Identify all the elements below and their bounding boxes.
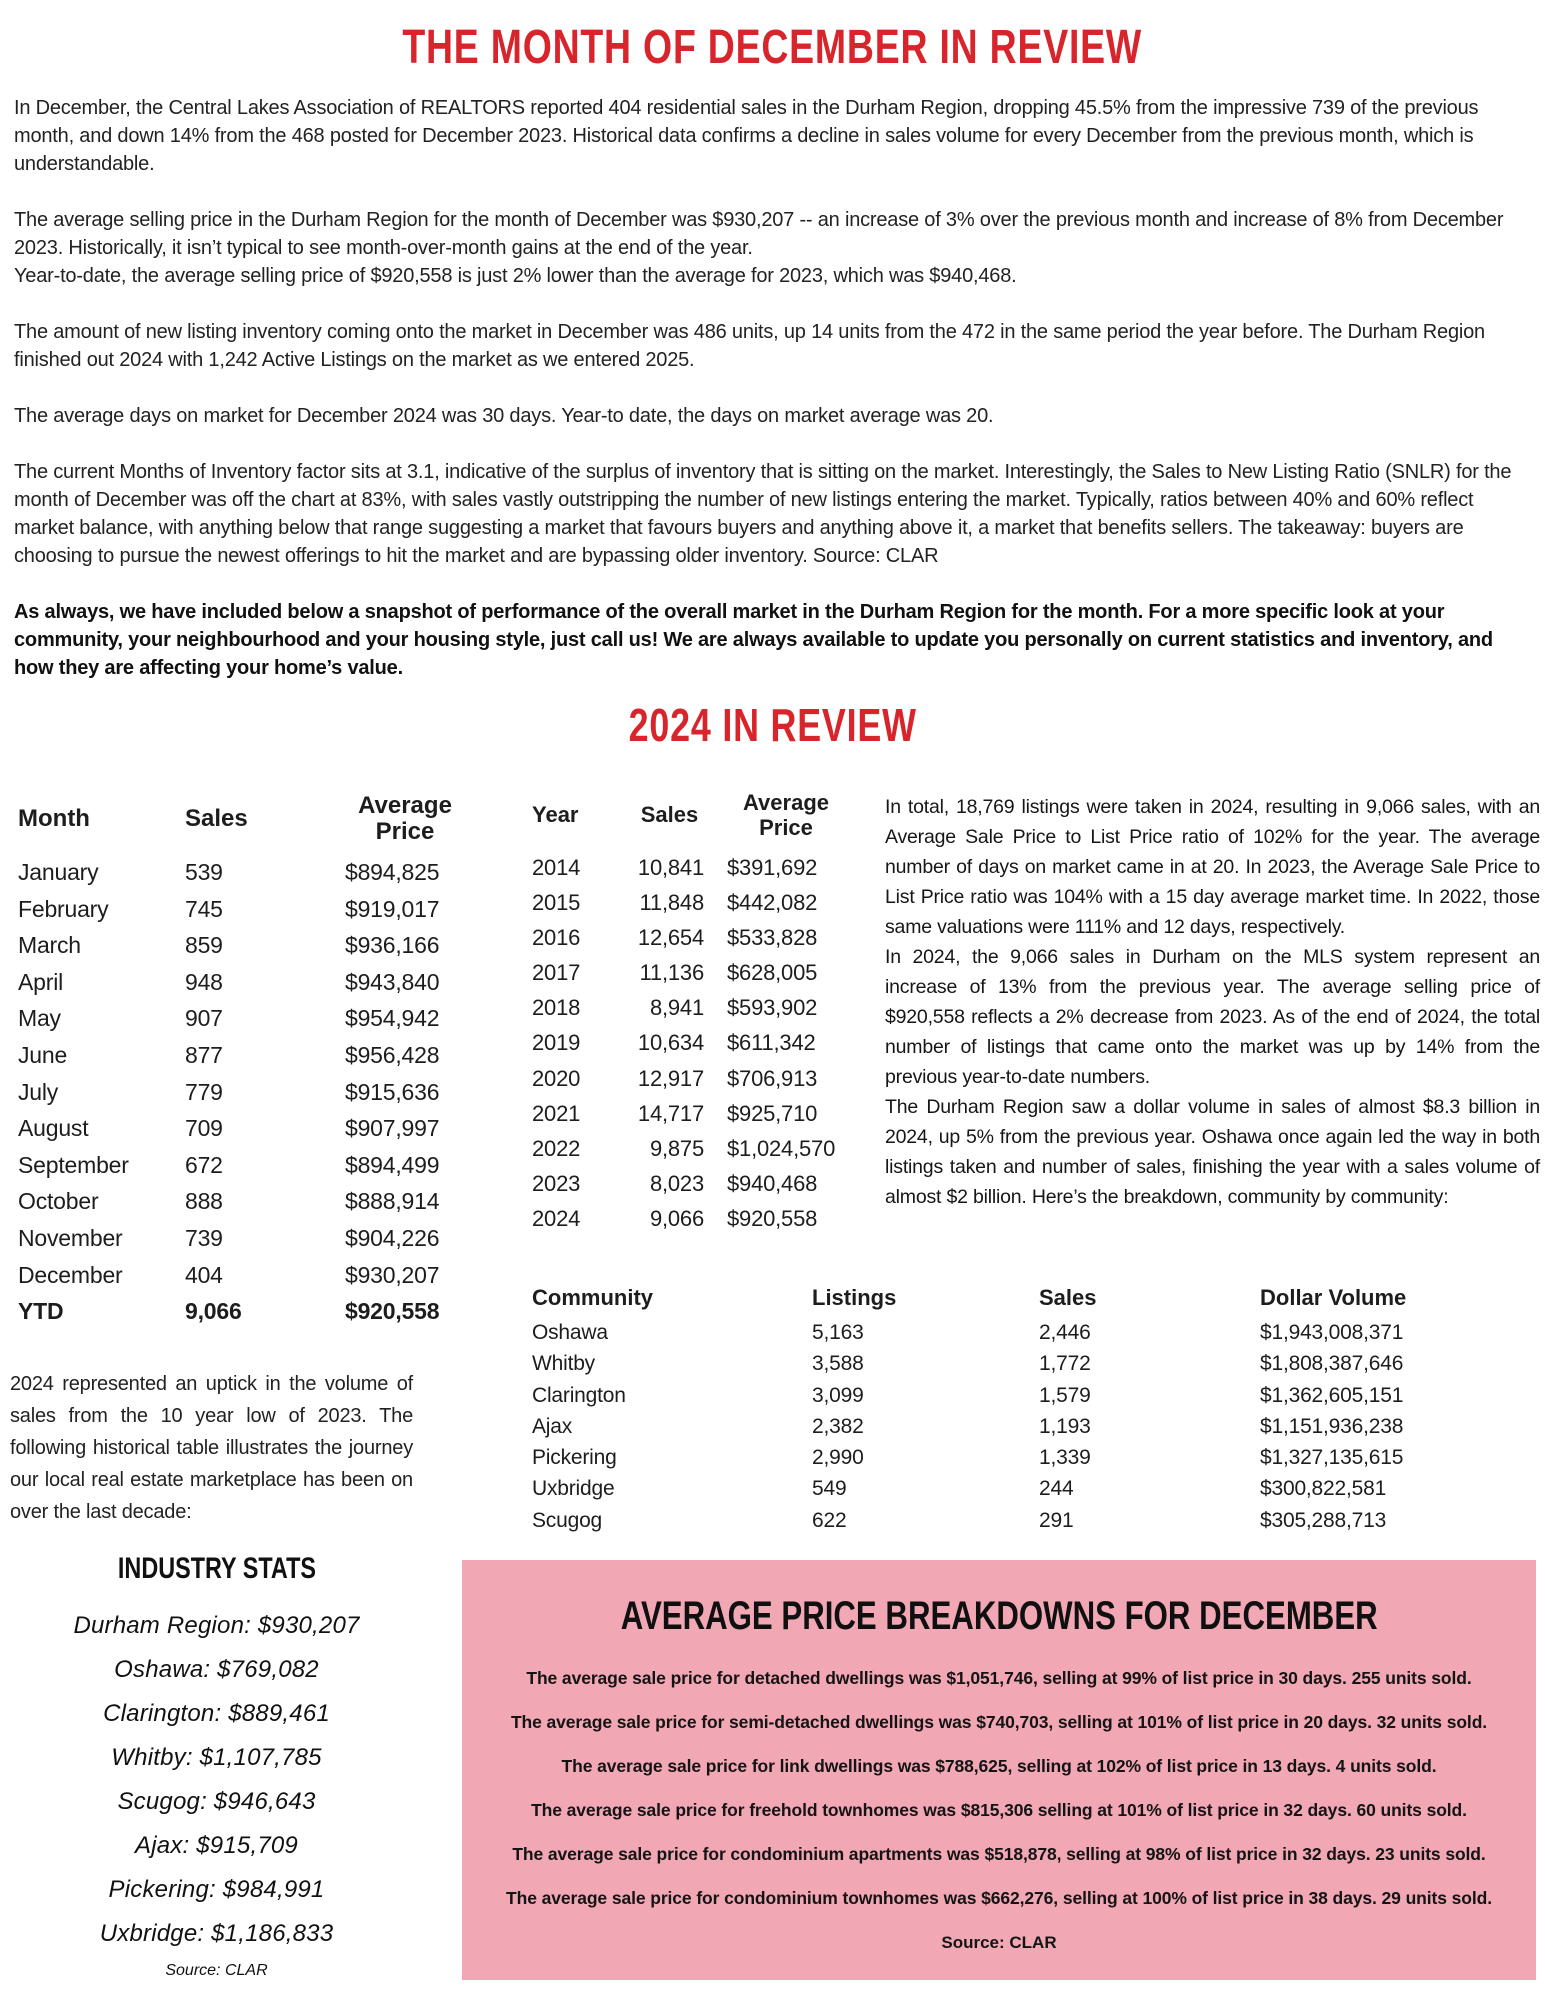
table-row [18,1220,465,1257]
sales-cell: 1,579 [1039,1383,1091,1407]
listings-cell: 5,163 [812,1321,864,1344]
year-cell: 2024 [532,1205,581,1231]
review-title [0,698,1545,752]
table-row [18,1257,465,1294]
table-row [532,1473,1445,1504]
header-cell-price: Average Price [742,790,829,840]
price-breakdown-source: Source: CLAR [941,1933,1057,1952]
price-cell: $919,017 [345,895,440,922]
ytd-sales: 9,066 [185,1298,242,1325]
intro-section [14,94,1532,710]
volume-cell: $1,362,605,151 [1260,1383,1404,1407]
price-cell: $925,710 [727,1100,818,1126]
table-row [532,885,860,920]
listings-cell: 622 [812,1508,847,1532]
monthly-sales-table [18,790,465,1330]
price-cell: $907,997 [345,1115,440,1142]
intro-paragraph: In December, the Central Lakes Association of REALTORS reported 404 residential sales in the Durham Region, dropping 45.5% from the impressive 739 of the previous month, and down 14% from the 468 posted for December 2023. Historical data confirms a decline in sales volume for every December from the previous month, which is understandable. [14,97,1479,175]
volume-cell: $1,808,387,646 [1260,1352,1404,1376]
table-row [18,1074,465,1111]
listings-cell: 3,099 [812,1383,864,1407]
listings-cell: 2,382 [812,1414,864,1438]
price-cell: $1,024,570 [727,1135,836,1161]
table-row [532,1025,860,1060]
industry-stat-item: Ajax: $915,709 [135,1832,298,1859]
month-cell: April [18,968,64,995]
table-row [18,927,465,964]
price-cell: $533,828 [727,925,818,951]
industry-stat-item: Uxbridge: $1,186,833 [99,1920,334,1947]
header-cell-price: Average Price [358,792,452,845]
price-breakdown-line: The average sale price for detached dwellings was $1,051,746, selling at 99% of list price in 30 days. 255 units sold. [526,1668,1472,1688]
sales-cell: 745 [185,895,223,922]
header-cell-listings: Listings [812,1285,897,1310]
community-cell: Clarington [532,1383,626,1407]
ytd-row [18,1293,465,1330]
sales-cell: 779 [185,1078,223,1105]
monthly-table-header [18,790,465,848]
table-row [532,1442,1445,1473]
sales-cell: 404 [185,1261,223,1288]
sales-cell: 12,654 [637,925,704,951]
industry-stats-source: Source: CLAR [165,1962,268,1979]
year-cell: 2021 [532,1100,581,1126]
month-cell: June [18,1041,68,1068]
sales-cell: 1,339 [1039,1446,1091,1470]
sales-cell: 888 [185,1188,223,1215]
sales-cell: 8,023 [649,1170,704,1196]
listings-cell: 2,990 [812,1446,864,1470]
intro-paragraph: The average selling price in the Durham Region for the month of December was $930,207 -- an increase of 3% over the previous month and increase of 8% from December 2023. Historically, it isn’t typical to see month-over-month gains at the end of the year. Year-to-date, the average selling price of $920,558 is just 2% lower than the average for 2023, which was $940,468. [14,209,1504,287]
price-breakdown-title: AVERAGE PRICE BREAKDOWNS FOR DECEMBER [620,1594,1378,1638]
industry-stat-item: Scugog: $946,643 [117,1788,316,1815]
price-cell: $936,166 [345,932,440,959]
community-table [532,1283,1445,1536]
sales-cell: 1,193 [1039,1414,1091,1438]
sales-cell: 672 [185,1151,223,1178]
sales-cell: 9,066 [649,1205,704,1231]
year-cell: 2023 [532,1170,581,1196]
table-row [532,1317,1445,1348]
price-cell: $943,840 [345,968,440,995]
industry-stats-list [14,1604,419,1956]
volume-cell: $1,327,135,615 [1260,1446,1404,1470]
industry-stats [14,1552,419,1986]
sales-cell: 539 [185,859,223,885]
sales-cell: 11,136 [639,960,704,986]
yearly-sales-table [532,786,860,1236]
price-cell: $628,005 [727,960,818,986]
table-row [532,1411,1445,1442]
price-cell: $904,226 [345,1224,440,1251]
year-cell: 2016 [532,925,581,951]
month-cell: December [18,1261,123,1288]
sales-cell: 10,634 [637,1030,704,1056]
price-cell: $888,914 [345,1188,440,1215]
table-row [532,1061,860,1096]
intro-paragraph: The average days on market for December 2024 was 30 days. Year-to date, the days on market average was 20. [14,405,994,427]
yearly-table-rows [532,850,860,1236]
table-row [18,1000,465,1037]
month-cell: October [18,1188,99,1215]
annual-summary [885,792,1540,1212]
header-cell-community: Community [532,1285,653,1310]
month-cell: July [18,1078,59,1105]
summary-paragraph: The Durham Region saw a dollar volume in sales of almost $8.3 billion in 2024, up 5% from the previous year. Oshawa once again led the way in both listings taken and number of sales, finishing the year with a sales volume of almost $2 billion. Here’s the breakdown, community by community: [885,1096,1540,1208]
intro-paragraph: The current Months of Inventory factor sits at 3.1, indicative of the surplus of inventory that is sitting on the market. Interestingly, the Sales to New Listing Ratio (SNLR) for the month of December was off the chart at 83%, with sales vastly outstripping the number of new listings entering the market. Typically, ratios between 40% and 60% reflect market balance, with anything below that range suggesting a market that favours buyers and anything above it, a market that benefits sellers. The takeaway: buyers are choosing to pursue the newest offerings to hit the market and are bypassing older inventory. Source: CLAR [14,461,1512,567]
industry-stat-item: Whitby: $1,107,785 [111,1744,322,1771]
price-cell: $915,636 [345,1078,440,1105]
community-table-header [532,1283,1445,1313]
month-cell: May [18,1005,61,1032]
page-title-text: THE MONTH OF DECEMBER IN REVIEW [402,21,1143,74]
highlight-paragraph: As always, we have included below a snapshot of performance of the overall market in the Durham Region for the month. For a more specific look at your community, your neighbourhood and your housing style, just call us! We are always available to update you personally on current statistics and inventory, and how they are affecting your home’s value. [14,601,1493,679]
sales-cell: 12,917 [637,1065,704,1091]
price-breakdown-line: The average sale price for link dwellings was $788,625, selling at 102% of list price in 13 days. 4 units sold. [561,1756,1437,1776]
table-row [18,891,465,928]
table-row [532,1505,1445,1536]
year-cell: 2018 [532,995,581,1021]
price-breakdown-line: The average sale price for semi-detached dwellings was $740,703, selling at 101% of list price in 20 days. 32 units sold. [510,1712,1488,1732]
sales-cell: 11,848 [639,890,704,916]
table-row [18,1110,465,1147]
price-breakdown-line: The average sale price for condominium townhomes was $662,276, selling at 100% of list price in 38 days. 29 units sold. [506,1888,1492,1908]
listings-cell: 549 [812,1477,847,1501]
header-cell-sales: Sales [640,802,699,827]
header-cell-year: Year [532,802,579,827]
price-cell: $706,913 [727,1065,818,1091]
sales-cell: 739 [185,1224,223,1251]
sales-cell: 859 [185,932,223,959]
sales-cell: 9,875 [649,1135,704,1161]
header-cell-month: Month [18,805,90,832]
table-row [532,1131,860,1166]
review-title-text: 2024 IN REVIEW [628,699,917,751]
price-cell: $930,207 [345,1261,440,1288]
price-cell: $920,558 [727,1205,818,1231]
year-cell: 2020 [532,1065,581,1091]
community-cell: Pickering [532,1446,617,1470]
table-row [532,1348,1445,1379]
table-row [532,1166,860,1201]
year-cell: 2014 [532,855,581,880]
sales-cell: 14,717 [637,1100,704,1126]
table-row [532,1380,1445,1411]
year-cell: 2017 [532,960,581,986]
ytd-price: $920,558 [345,1298,440,1325]
price-cell: $940,468 [727,1170,818,1196]
sales-cell: 709 [185,1115,223,1142]
header-cell-sales: Sales [1039,1285,1097,1310]
sales-cell: 291 [1039,1508,1074,1532]
industry-stats-title: INDUSTRY STATS [117,1552,316,1585]
table-row [18,1037,465,1074]
month-cell: February [18,895,109,922]
sales-cell: 948 [185,968,223,995]
year-cell: 2015 [532,890,581,916]
price-cell: $611,342 [727,1030,816,1056]
sales-cell: 907 [185,1005,223,1032]
table-row [18,964,465,1001]
table-row [532,990,860,1025]
page-title [0,20,1545,75]
community-cell: Scugog [532,1508,603,1532]
community-cell: Oshawa [532,1321,608,1344]
industry-stat-item: Oshawa: $769,082 [114,1656,319,1683]
table-row [532,920,860,955]
table-row [532,1096,860,1131]
community-cell: Uxbridge [532,1477,615,1501]
price-cell: $894,825 [345,859,440,885]
yearly-table-header [532,786,860,844]
price-cell: $894,499 [345,1151,440,1178]
summary-paragraph: In total, 18,769 listings were taken in 2024, resulting in 9,066 sales, with an Average Sale Price to List Price ratio of 102% for the year. The average number of days on market came in at 20. In 2023, the Average Sale Price to List Price ratio was 104% with a 15 day average market time. In 2022, those same valuations were 111% and 12 days, respectively. [885,796,1540,938]
price-cell: $593,902 [727,995,818,1021]
table-row [18,1147,465,1184]
month-cell: September [18,1151,129,1178]
month-cell: November [18,1224,123,1251]
table-row [18,1183,465,1220]
header-cell-sales: Sales [185,805,248,832]
ytd-label: YTD [18,1298,64,1325]
price-cell: $442,082 [727,890,818,916]
price-cell: $954,942 [345,1005,440,1032]
sales-cell: 2,446 [1039,1321,1091,1344]
decade-note: 2024 represented an uptick in the volume of sales from the 10 year low of 2023. The following historical table illustrates the journey our local real estate marketplace has been on over the last decade: [10,1373,413,1523]
table-row [532,1201,860,1236]
industry-stat-item: Durham Region: $930,207 [73,1612,360,1639]
month-cell: March [18,932,81,959]
sales-cell: 877 [185,1041,223,1068]
price-breakdown-line: The average sale price for freehold townhomes was $815,306 selling at 101% of list price in 32 days. 60 units sold. [531,1800,1467,1820]
table-row [18,854,465,891]
volume-cell: $1,151,936,238 [1260,1414,1404,1438]
volume-cell: $1,943,008,371 [1260,1321,1404,1344]
volume-cell: $305,288,713 [1260,1508,1387,1532]
month-cell: January [18,859,99,885]
month-cell: August [18,1115,89,1142]
listings-cell: 3,588 [812,1352,864,1376]
sales-cell: 10,841 [637,855,704,880]
community-cell: Whitby [532,1352,595,1376]
monthly-table-rows [18,854,465,1293]
community-table-rows [532,1317,1445,1536]
community-cell: Ajax [532,1414,573,1438]
price-breakdown-lines [462,1669,1536,1908]
intro-paragraph: The amount of new listing inventory coming onto the market in December was 486 units, up 14 units from the 472 in the same period the year before. The Durham Region finished out 2024 with 1,242 Active Listings on the market as we entered 2025. [14,321,1485,371]
price-cell: $391,692 [727,855,818,880]
sales-cell: 244 [1039,1477,1074,1501]
table-row [532,955,860,990]
price-cell: $956,428 [345,1041,440,1068]
header-cell-volume: Dollar Volume [1260,1285,1407,1310]
year-cell: 2019 [532,1030,581,1056]
summary-paragraph: In 2024, the 9,066 sales in Durham on the MLS system represent an increase of 13% from the previous year. The average selling price of $920,558 reflects a 2% decrease from 2023. As of the end of 2024, the total number of listings that came onto the market was up by 14% from the previous year-to-date numbers. [885,946,1540,1088]
year-cell: 2022 [532,1135,581,1161]
price-breakdown-box [462,1560,1536,1980]
sales-cell: 8,941 [649,995,704,1021]
price-breakdown-line: The average sale price for condominium apartments was $518,878, selling at 98% of list price in 32 days. 23 units sold. [512,1844,1486,1864]
table-row [532,850,860,885]
sales-cell: 1,772 [1039,1352,1091,1376]
industry-stat-item: Pickering: $984,991 [108,1876,325,1903]
industry-stat-item: Clarington: $889,461 [103,1700,330,1727]
volume-cell: $300,822,581 [1260,1477,1387,1501]
